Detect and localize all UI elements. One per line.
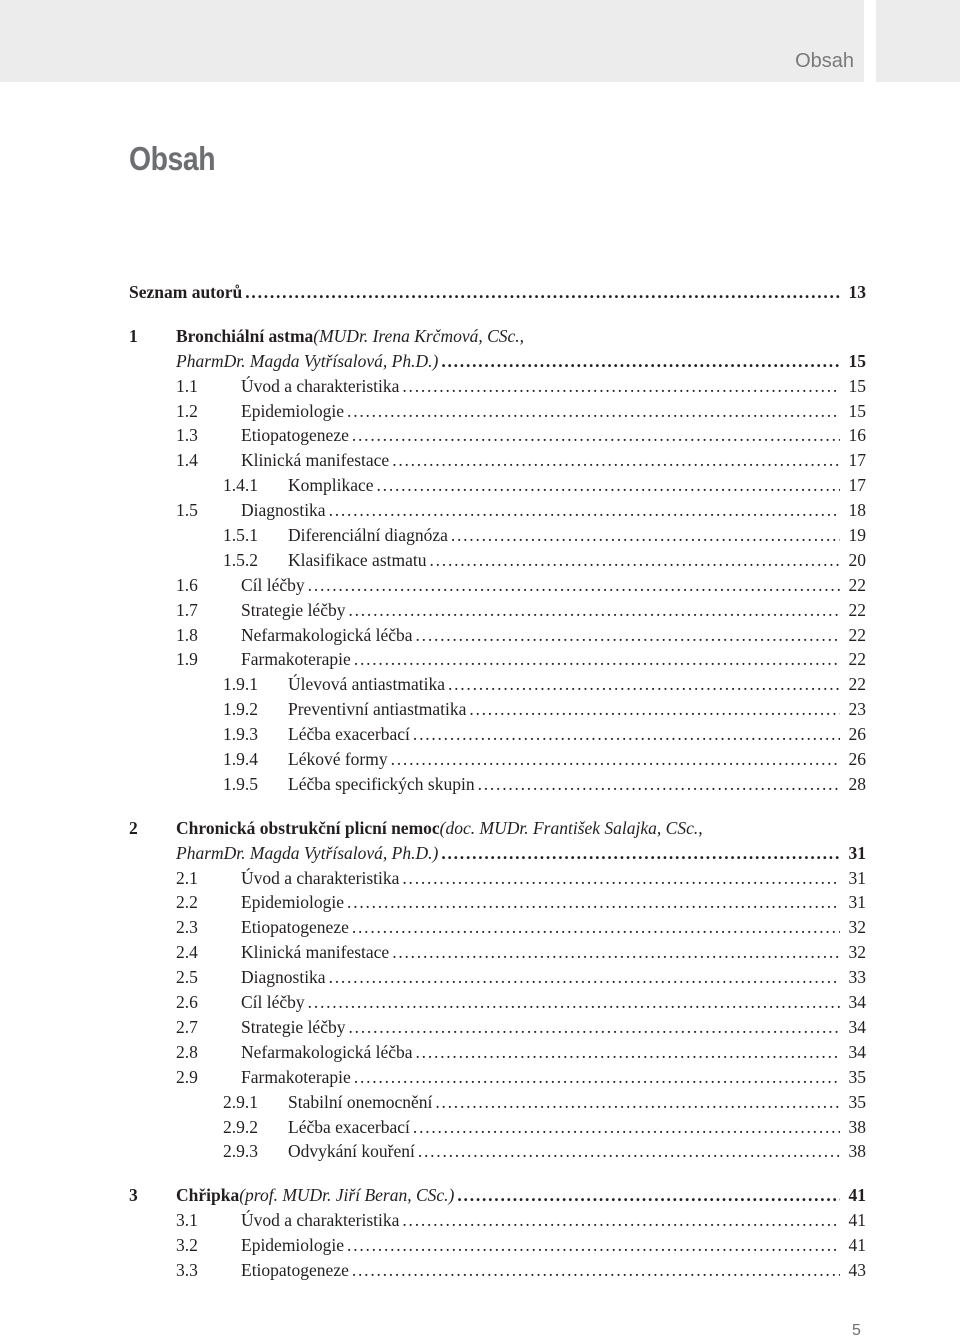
toc-entry-text [288, 747, 844, 772]
toc-entry-title: Cíl léčby [241, 574, 305, 595]
dot-leader [402, 866, 840, 891]
toc-entry-number: 2.3 [176, 917, 198, 938]
dot-leader [430, 548, 841, 573]
toc-entry-row[interactable] [129, 548, 866, 573]
toc-page-number: 38 [848, 1116, 866, 1137]
toc-entry-text [241, 1258, 844, 1283]
toc-entry-row[interactable] [129, 473, 866, 498]
toc-entry-row[interactable] [129, 647, 866, 672]
toc-entry-text [241, 940, 844, 965]
toc-entry-text [288, 722, 844, 747]
toc-entry-row[interactable] [129, 866, 866, 891]
toc-entry-text [288, 473, 844, 498]
toc-entry-author: (MUDr. Irena Krčmová, CSc., [313, 325, 525, 346]
toc-page-number: 23 [848, 699, 866, 720]
toc-entry-number: 1.5 [176, 500, 198, 521]
toc-entry-title: Léčba exacerbací [288, 724, 410, 745]
toc-entry-row[interactable] [129, 672, 866, 697]
toc-entry-text [288, 1139, 844, 1164]
toc-page-number: 28 [848, 773, 866, 794]
toc-chapter-row[interactable] [129, 816, 866, 841]
toc-entry-text [288, 1090, 844, 1115]
toc-entry-title: Epidemiologie [241, 892, 345, 913]
toc-entry-number: 2.2 [176, 892, 198, 913]
toc-entry-row[interactable] [129, 448, 866, 473]
dot-leader [329, 498, 840, 523]
page-number: 5 [852, 1322, 861, 1339]
toc-entry-text [241, 1040, 844, 1065]
toc-chapter-row[interactable] [129, 280, 866, 305]
toc-entry-title: Bronchiální astma [176, 325, 314, 346]
toc-entry-number: 1.1 [176, 375, 198, 396]
toc-page-number: 31 [848, 867, 866, 888]
toc-entry-row[interactable] [129, 990, 866, 1015]
dot-leader [352, 915, 840, 940]
toc-entry-author: PharmDr. Magda Vytřísalová, Ph.D.) [176, 842, 439, 863]
toc-page-number: 20 [848, 549, 866, 570]
toc-page-number: 22 [848, 599, 866, 620]
toc-page-number: 35 [848, 1091, 866, 1112]
toc-page-number: 34 [848, 1016, 866, 1037]
dot-leader [418, 1139, 840, 1164]
toc-entry-title: Diagnostika [241, 967, 326, 988]
toc-page-number: 41 [848, 1210, 866, 1231]
toc-entry-number: 1 [129, 325, 138, 346]
toc-entry-row[interactable] [129, 1040, 866, 1065]
dot-leader [448, 672, 840, 697]
dot-leader [413, 1115, 840, 1140]
toc-chapter-row[interactable] [129, 841, 866, 866]
toc-entry-text [241, 1233, 844, 1258]
toc-entry-author: (prof. MUDr. Jiří Beran, CSc.) [239, 1185, 455, 1206]
toc-entry-text [288, 672, 844, 697]
toc-page-number: 15 [848, 400, 866, 421]
toc-page-number: 19 [848, 525, 866, 546]
toc-page-number: 26 [848, 724, 866, 745]
toc-page-number: 31 [848, 892, 866, 913]
toc-entry-title: Seznam autorů [129, 282, 243, 302]
toc-page-number: 17 [848, 450, 866, 471]
toc-entry-text [176, 324, 844, 349]
toc-entry-number: 1.9 [176, 649, 198, 670]
toc-page-number: 41 [848, 1235, 866, 1256]
toc-entry-text [176, 816, 844, 841]
dot-leader [329, 965, 840, 990]
toc-entry-text [241, 1065, 844, 1090]
toc-entry-title: Epidemiologie [241, 1235, 345, 1256]
toc-page-number: 34 [848, 992, 866, 1013]
toc-entry-text [241, 1208, 844, 1233]
dot-leader [435, 1090, 840, 1115]
toc-entry-number: 2.6 [176, 992, 198, 1013]
toc-entry-title: Léčba exacerbací [288, 1116, 410, 1137]
toc-entry-row[interactable] [129, 697, 866, 722]
toc-entry-text [241, 1015, 844, 1040]
toc-chapter-row[interactable] [129, 324, 866, 349]
dot-leader [347, 399, 840, 424]
toc-entry-title: Úvod a charakteristika [241, 375, 400, 396]
toc-page-number: 43 [848, 1259, 866, 1280]
toc-page-number: 35 [848, 1066, 866, 1087]
toc-page-number: 18 [848, 500, 866, 521]
toc-entry-number: 2.5 [176, 967, 198, 988]
toc-entry-number: 3.2 [176, 1235, 198, 1256]
toc-entry-text [241, 498, 844, 523]
toc-entry-row[interactable] [129, 1015, 866, 1040]
toc-entry-text [241, 647, 844, 672]
dot-leader [308, 573, 840, 598]
toc-entry-row[interactable] [129, 498, 866, 523]
dot-leader [354, 1065, 840, 1090]
dot-leader [348, 1015, 840, 1040]
toc-entry-title: Etiopatogeneze [241, 917, 349, 938]
toc-entry-number: 1.2 [176, 400, 198, 421]
toc-entry-author: (doc. MUDr. František Salajka, CSc., [439, 817, 703, 838]
header-band [0, 0, 864, 82]
toc-entry-row[interactable] [129, 1115, 866, 1140]
toc-entry-title: Etiopatogeneze [241, 425, 349, 446]
toc-entry-row[interactable] [129, 374, 866, 399]
toc-entry-row[interactable] [129, 890, 866, 915]
toc-entry-title: Strategie léčby [241, 599, 346, 620]
toc-entry-number: 2 [129, 817, 138, 838]
toc-entry-row[interactable] [129, 1233, 866, 1258]
page-title: Obsah [129, 140, 216, 177]
toc-chapter-row[interactable] [129, 1183, 866, 1208]
toc-entry-title: Chřipka [176, 1185, 240, 1206]
dot-leader [348, 598, 840, 623]
toc-entry-number: 2.8 [176, 1041, 198, 1062]
dot-leader [352, 1258, 840, 1283]
toc-entry-text [176, 841, 844, 866]
toc-entry-text [129, 280, 844, 305]
toc-entry-title: Úvod a charakteristika [241, 1210, 400, 1231]
toc-entry-number: 2.7 [176, 1016, 198, 1037]
toc-entry-number: 1.5.2 [223, 549, 258, 570]
table-of-contents [129, 280, 866, 1283]
toc-entry-title: Úvod a charakteristika [241, 867, 400, 888]
toc-entry-text [241, 598, 844, 623]
dot-leader [402, 374, 840, 399]
dot-leader [441, 841, 840, 866]
toc-entry-number: 2.9.2 [223, 1116, 258, 1137]
toc-entry-text [241, 448, 844, 473]
dot-leader [478, 772, 840, 797]
toc-entry-row[interactable] [129, 523, 866, 548]
toc-entry-text [241, 374, 844, 399]
toc-entry-number: 1.9.5 [223, 773, 258, 794]
toc-entry-number: 1.6 [176, 574, 198, 595]
header-side-block [876, 0, 960, 82]
toc-entry-text [176, 1183, 844, 1208]
toc-entry-title: Klinická manifestace [241, 450, 390, 471]
dot-leader [392, 448, 840, 473]
toc-page-number: 22 [848, 624, 866, 645]
toc-entry-row[interactable] [129, 1139, 866, 1164]
toc-entry-number: 1.9.4 [223, 749, 258, 770]
dot-leader [416, 1040, 840, 1065]
toc-entry-number: 1.9.2 [223, 699, 258, 720]
toc-entry-title: Klinická manifestace [241, 942, 390, 963]
toc-entry-row[interactable] [129, 1090, 866, 1115]
toc-entry-text [241, 866, 844, 891]
dot-leader [377, 473, 840, 498]
toc-entry-title: Stabilní onemocnění [288, 1091, 433, 1112]
toc-entry-row[interactable] [129, 1065, 866, 1090]
toc-entry-row[interactable] [129, 598, 866, 623]
toc-entry-title: Farmakoterapie [241, 1066, 351, 1087]
toc-entry-title: Úlevová antiastmatika [288, 674, 445, 695]
toc-entry-title: Odvykání kouření [288, 1141, 415, 1162]
toc-entry-text [288, 523, 844, 548]
dot-leader [441, 349, 840, 374]
toc-page-number: 22 [848, 674, 866, 695]
dot-leader [308, 990, 840, 1015]
toc-entry-row[interactable] [129, 722, 866, 747]
toc-entry-title: Komplikace [288, 475, 374, 496]
toc-entry-row[interactable] [129, 747, 866, 772]
toc-entry-text [241, 890, 844, 915]
toc-page-number: 22 [848, 574, 866, 595]
toc-entry-text [241, 990, 844, 1015]
toc-page-number: 15 [848, 350, 866, 371]
dot-leader [347, 890, 840, 915]
toc-entry-row[interactable] [129, 772, 866, 797]
toc-page-number: 34 [848, 1041, 866, 1062]
dot-leader [245, 280, 840, 305]
toc-entry-text [241, 399, 844, 424]
toc-page-number: 26 [848, 749, 866, 770]
toc-entry-title: Diagnostika [241, 500, 326, 521]
dot-leader [392, 940, 840, 965]
dot-leader [347, 1233, 840, 1258]
dot-leader [391, 747, 840, 772]
toc-entry-row[interactable] [129, 965, 866, 990]
toc-entry-number: 3.3 [176, 1259, 198, 1280]
toc-entry-title: Nefarmakologická léčba [241, 1041, 413, 1062]
toc-entry-text [288, 772, 844, 797]
toc-entry-text [241, 915, 844, 940]
toc-entry-row[interactable] [129, 1208, 866, 1233]
toc-page-number: 22 [848, 649, 866, 670]
toc-entry-text [288, 548, 844, 573]
toc-entry-number: 1.3 [176, 425, 198, 446]
toc-entry-text [241, 965, 844, 990]
toc-page-number: 16 [848, 425, 866, 446]
toc-entry-title: Preventivní antiastmatika [288, 699, 467, 720]
toc-page-number: 32 [848, 917, 866, 938]
toc-entry-number: 1.4.1 [223, 475, 258, 496]
toc-entry-number: 3 [129, 1185, 138, 1206]
toc-page-number: 32 [848, 942, 866, 963]
toc-entry-title: Léčba specifických skupin [288, 773, 475, 794]
toc-page-number: 15 [848, 375, 866, 396]
toc-entry-text [241, 623, 844, 648]
toc-page-number: 41 [848, 1185, 866, 1206]
dot-leader [416, 623, 840, 648]
dot-leader [402, 1208, 840, 1233]
toc-entry-row[interactable] [129, 423, 866, 448]
dot-leader [413, 722, 840, 747]
toc-page-number: 33 [848, 967, 866, 988]
toc-page-number: 17 [848, 475, 866, 496]
toc-entry-number: 1.9.3 [223, 724, 258, 745]
toc-entry-number: 2.9.3 [223, 1141, 258, 1162]
toc-entry-number: 1.5.1 [223, 525, 258, 546]
toc-chapter-row[interactable] [129, 349, 866, 374]
dot-leader [354, 647, 840, 672]
toc-entry-text [241, 573, 844, 598]
toc-entry-number: 2.4 [176, 942, 198, 963]
dot-leader [457, 1183, 840, 1208]
toc-entry-row[interactable] [129, 623, 866, 648]
toc-entry-number: 1.8 [176, 624, 198, 645]
toc-page-number: 38 [848, 1141, 866, 1162]
toc-entry-title: Etiopatogeneze [241, 1259, 349, 1280]
toc-entry-title: Diferenciální diagnóza [288, 525, 448, 546]
toc-page-number: 13 [848, 282, 866, 302]
toc-entry-author: PharmDr. Magda Vytřísalová, Ph.D.) [176, 350, 439, 371]
dot-leader [451, 523, 840, 548]
toc-entry-title: Epidemiologie [241, 400, 345, 421]
toc-entry-number: 2.9.1 [223, 1091, 258, 1112]
toc-entry-row[interactable] [129, 1258, 866, 1283]
toc-entry-title: Strategie léčby [241, 1016, 346, 1037]
toc-entry-title: Lékové formy [288, 749, 388, 770]
toc-entry-title: Cíl léčby [241, 992, 305, 1013]
toc-entry-row[interactable] [129, 940, 866, 965]
toc-entry-title: Nefarmakologická léčba [241, 624, 413, 645]
toc-entry-row[interactable] [129, 915, 866, 940]
dot-leader [469, 697, 840, 722]
toc-entry-title: Chronická obstrukční plicní nemoc [176, 817, 440, 838]
toc-entry-number: 1.7 [176, 599, 198, 620]
toc-entry-row[interactable] [129, 399, 866, 424]
toc-entry-row[interactable] [129, 573, 866, 598]
toc-entry-number: 2.9 [176, 1066, 198, 1087]
toc-entry-number: 3.1 [176, 1210, 198, 1231]
toc-entry-number: 2.1 [176, 867, 198, 888]
toc-entry-text [288, 1115, 844, 1140]
running-header: Obsah [795, 50, 854, 72]
toc-entry-text [241, 423, 844, 448]
toc-entry-title: Farmakoterapie [241, 649, 351, 670]
toc-page-number: 31 [848, 842, 866, 863]
toc-entry-title: Klasifikace astmatu [288, 549, 427, 570]
toc-entry-text [288, 697, 844, 722]
toc-entry-number: 1.4 [176, 450, 198, 471]
toc-entry-text [176, 349, 844, 374]
dot-leader [352, 423, 840, 448]
toc-entry-number: 1.9.1 [223, 674, 258, 695]
